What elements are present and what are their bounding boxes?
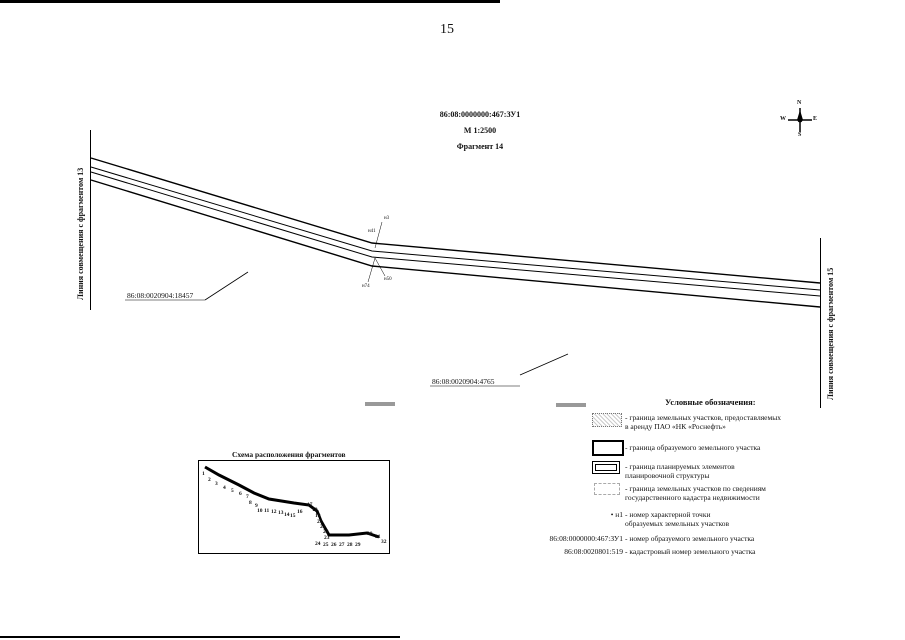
legend-symbol-formed <box>592 440 624 456</box>
join-label-right: Линия совмещения с фрагментом 15 <box>826 267 835 400</box>
scheme-number: 16 <box>297 509 303 515</box>
scheme-number: 6 <box>239 491 242 497</box>
scheme-number: 26 <box>331 542 337 548</box>
cadastral-label-left: 86:08:0020904:18457 <box>127 291 194 300</box>
compass-s: S <box>798 132 802 138</box>
legend-left-label: 86:08:0000000:467:ЗУ1 <box>549 534 623 543</box>
legend-item: - граница земельных участков, предоставляемых в аренду ПАО «НК «Роснефть» <box>625 413 782 431</box>
legend-item: - граница планируемых элементов планировочной структуры <box>625 462 735 480</box>
scheme-number: 4 <box>223 485 226 491</box>
legend-item: - номер образуемого земельного участка <box>625 534 755 543</box>
leader-bottom <box>520 354 568 375</box>
point-label: н74 <box>362 284 370 289</box>
scheme-number: 18 <box>312 507 318 513</box>
legend-title: Условные обозначения: <box>665 397 756 407</box>
fragment-label: Фрагмент 14 <box>456 142 504 151</box>
scheme-number: 3 <box>215 481 218 487</box>
scheme-number: 25 <box>323 542 329 548</box>
scheme-number: 2 <box>208 477 211 483</box>
scheme-number: 30 <box>367 531 373 537</box>
compass-e: E <box>813 116 818 122</box>
point-leader-2 <box>368 258 375 282</box>
page-number: 15 <box>440 22 454 37</box>
legend-symbol-lease <box>592 413 622 427</box>
compass-w: W <box>780 116 786 122</box>
scheme-number: 14 <box>284 512 290 518</box>
point-label: н3 <box>384 216 390 221</box>
scheme-number: 17 <box>307 502 313 508</box>
scheme-frame <box>198 460 390 554</box>
scheme-number: 28 <box>347 542 353 548</box>
scheme-number: 7 <box>246 494 249 500</box>
compass-n: N <box>797 100 802 106</box>
legend-left-label: • н1 <box>610 510 623 519</box>
scheme-number: 24 <box>315 541 321 547</box>
scheme-number: 11 <box>264 508 270 514</box>
point-label: н50 <box>384 277 392 282</box>
legend-symbol-planning <box>592 461 620 474</box>
scheme-number: 22 <box>323 529 329 535</box>
scheme-number: 13 <box>278 510 284 516</box>
scheme-number: 12 <box>271 509 277 515</box>
scheme-number: 27 <box>339 542 345 548</box>
scale-label: М 1:2500 <box>463 126 497 135</box>
scheme-number: 29 <box>355 542 361 548</box>
scheme-number: 9 <box>255 503 258 509</box>
parcel-id-title: 86:08:0000000:467:ЗУ1 <box>439 110 521 119</box>
scheme-drawing <box>199 461 389 553</box>
scheme-number: 15 <box>290 513 296 519</box>
legend-symbol-cadastre <box>594 483 620 495</box>
scheme-number: 5 <box>231 488 234 494</box>
bottom-rule-left <box>0 636 400 638</box>
join-label-left: Линия совмещения с фрагментом 13 <box>76 167 85 300</box>
scheme-number: 8 <box>249 500 252 506</box>
scheme-number: 1 <box>202 471 205 477</box>
corridor-line-2 <box>91 167 820 290</box>
legend-item: - граница образуемого земельного участка <box>625 443 761 452</box>
corridor-line-4 <box>91 180 820 307</box>
scheme-number: 10 <box>257 508 263 514</box>
scheme-number: 21 <box>320 524 326 530</box>
scheme-number: 31 <box>375 534 381 540</box>
scheme-number: 20 <box>317 519 323 525</box>
scheme-title: Схема расположения фрагментов <box>232 450 346 459</box>
legend-item: - номер характерной точки образуемых земельных участков <box>625 510 730 528</box>
legend-item: - граница земельных участков по сведениям государственного кадастра недвижимости <box>625 484 766 502</box>
scheme-number: 32 <box>381 539 387 545</box>
scheme-number: 19 <box>315 513 321 519</box>
legend-item: - кадастровый номер земельного участка <box>625 547 756 556</box>
cadastral-label-bottom: 86:08:0020904:4765 <box>432 377 495 386</box>
scheme-number: 23 <box>324 535 330 541</box>
leader-left <box>205 272 248 300</box>
legend-left-label: 86:08:0020801:519 <box>564 547 623 556</box>
point-label: н41 <box>368 229 376 234</box>
